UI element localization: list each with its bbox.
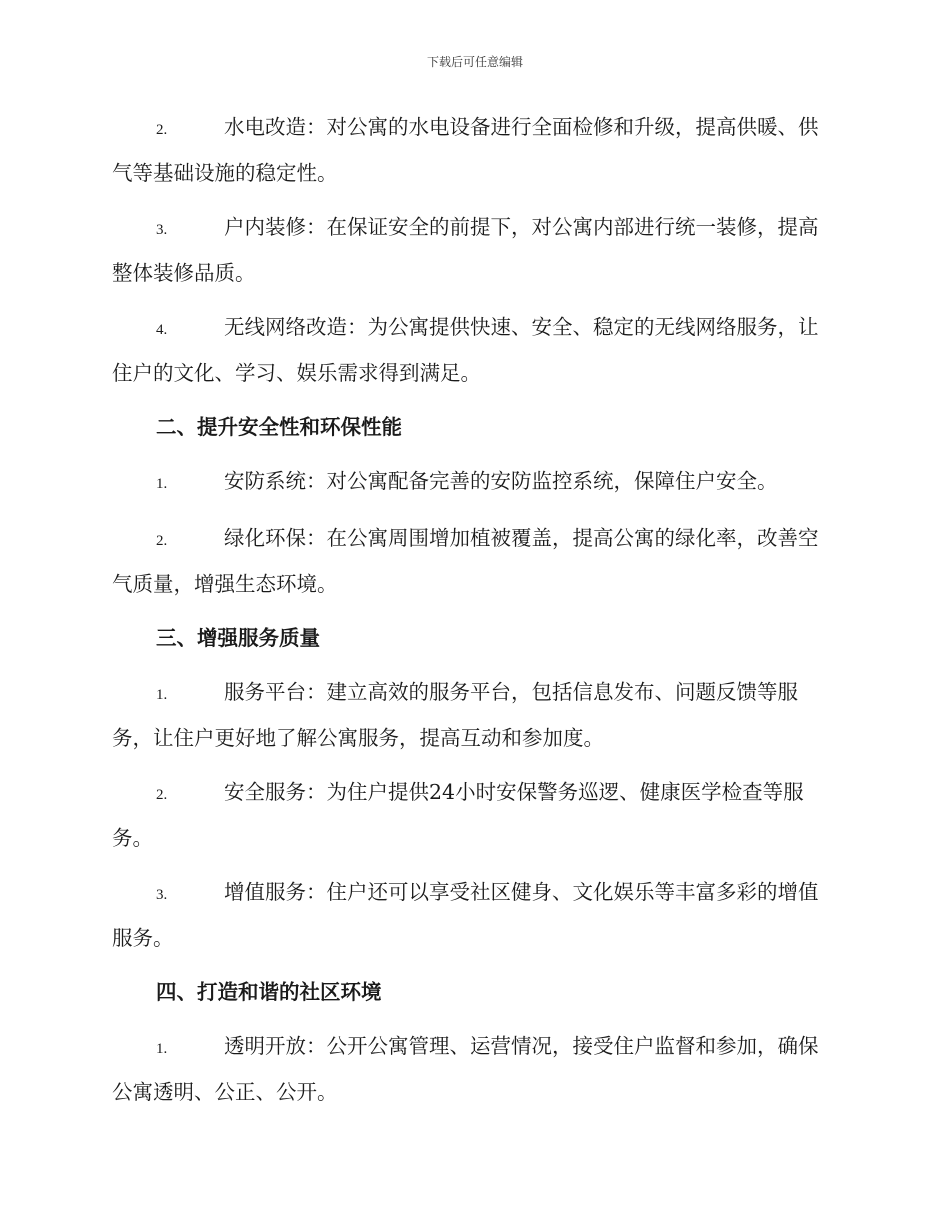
item-text: 无线网络改造：为公寓提供快速、安全、稳定的无线网络服务，让住户的文化、学习、娱乐需求得到满足。 <box>112 315 819 385</box>
item-number: 1. <box>156 1041 168 1057</box>
list-item <box>112 306 834 395</box>
section-heading: 二、提升安全性和环保性能 <box>156 415 402 439</box>
item-number: 2. <box>156 122 168 138</box>
item-number: 1. <box>156 687 168 703</box>
list-item <box>112 871 834 960</box>
item-number: 3. <box>156 887 168 903</box>
item-text: 增值服务：住户还可以享受社区健身、文化娱乐等丰富多彩的增值服务。 <box>112 880 819 950</box>
list-item <box>112 517 834 606</box>
item-text: 安防系统：对公寓配备完善的安防监控系统，保障住户安全。 <box>224 469 778 493</box>
item-text: 透明开放：公开公寓管理、运营情况，接受住户监督和参加，确保公寓透明、公正、公开。 <box>112 1034 819 1104</box>
document-body <box>112 106 834 1125</box>
item-number: 2. <box>156 533 168 549</box>
section-heading: 四、打造和谐的社区环境 <box>156 980 382 1004</box>
list-item <box>112 460 834 506</box>
item-number: 4. <box>156 322 168 338</box>
item-text: 安全服务：为住户提供24小时安保警务巡逻、健康医学检查等服务。 <box>112 780 804 850</box>
item-text: 绿化环保：在公寓周围增加植被覆盖，提高公寓的绿化率，改善空气质量，增强生态环境。 <box>112 526 819 596</box>
list-item <box>112 106 834 195</box>
item-number: 3. <box>156 222 168 238</box>
list-item <box>112 1025 834 1114</box>
list-item <box>112 206 834 295</box>
list-item <box>112 771 834 860</box>
list-item <box>112 671 834 760</box>
page-header: 下载后可任意编辑 <box>426 55 523 69</box>
item-text: 户内装修：在保证安全的前提下，对公寓内部进行统一装修，提高整体装修品质。 <box>112 215 819 285</box>
item-number: 2. <box>156 787 168 803</box>
item-text: 水电改造：对公寓的水电设备进行全面检修和升级，提高供暖、供气等基础设施的稳定性。 <box>112 115 819 185</box>
section-heading: 三、增强服务质量 <box>156 626 320 650</box>
item-text: 服务平台：建立高效的服务平台，包括信息发布、问题反馈等服务，让住户更好地了解公寓服务，提高互动和参加度。 <box>112 680 798 750</box>
item-number: 1. <box>156 476 168 492</box>
